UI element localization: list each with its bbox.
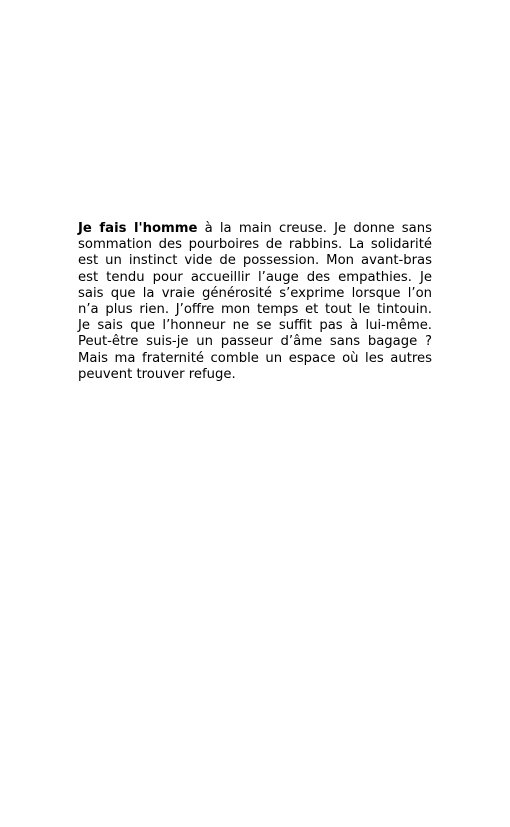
poem-line-3: est un instinct vide de possession. Mon avant-bras <box>78 253 432 269</box>
poem-line-4: est tendu pour accueillir l’auge des empathies. Je <box>78 269 432 285</box>
poem-line-7: Je sais que l’honneur ne se suffit pas à lui-même. <box>78 318 432 334</box>
poem-text <box>78 221 432 383</box>
poem-line-8: Peut-être suis-je un passeur d’âme sans bagage ? <box>78 334 432 350</box>
poem-line-2: sommation des pourboires de rabbins. La solidarité <box>78 237 432 253</box>
poem-line-5: sais que la vraie générosité s’exprime lorsque l’on <box>78 285 432 301</box>
poem-opening-bold: Je fais l'homme <box>78 221 198 236</box>
poem-line-1 <box>78 221 432 237</box>
poem-line-6: n’a plus rien. J’offre mon temps et tout le tintouin. <box>78 301 432 317</box>
poem-line-10: peuvent trouver refuge. <box>78 366 236 382</box>
poem-line-9: Mais ma fraternité comble un espace où les autres <box>78 350 432 366</box>
poem-line-1-rest: à la main creuse. Je donne sans <box>197 221 432 236</box>
